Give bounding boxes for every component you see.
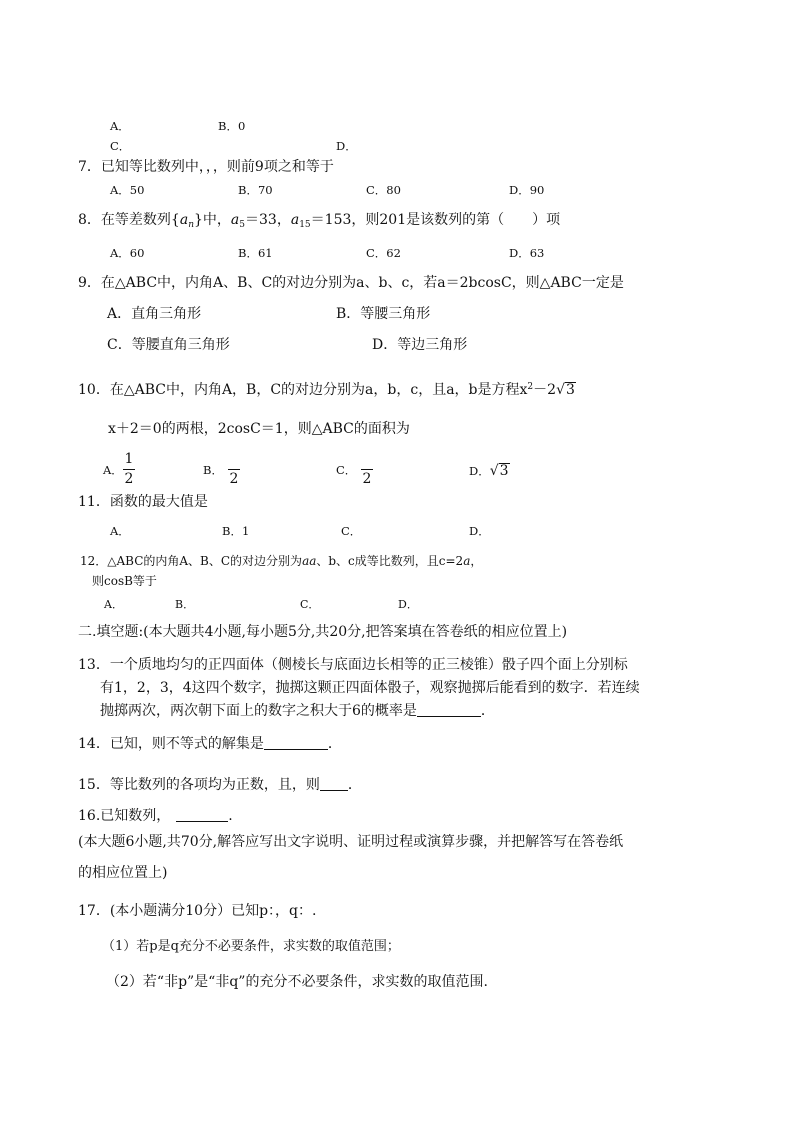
q7-stem: 7．已知等比数列中，，，则前9项之和等于 [78,159,334,175]
q14-tail: ． [327,736,342,752]
q10-option-d-sqrt: √3 [489,463,509,479]
q15-stem: 15．等比数列的各项均为正数，且，则 [78,777,320,793]
q6-option-c: C． [110,139,131,153]
q8-text-b: }中， [194,212,231,228]
q10-option-a-denominator: 2 [124,471,134,487]
q8-a5-sub: 5 [239,220,246,230]
q10-minus-two: －2 [533,382,557,398]
q10-option-d [469,463,510,479]
q7-option-b: B．70 [238,183,273,197]
q8-n: n [188,220,194,230]
q8-option-a: A．60 [110,246,145,260]
section3-line2: 的相应位置上) [78,865,168,881]
q8-a: a [179,212,189,228]
q12-option-d: D． [398,598,418,611]
q9-option-b: B．等腰三角形 [336,306,431,322]
q10-stem-a: 10．在△ABC中，内角A，B，C的对边分别为a，b，c，且a，b是方程x [78,382,528,398]
q13-answer-blank [417,702,481,717]
q10-option-a: A． [103,463,123,477]
q12-option-b: B． [175,598,195,611]
q11-option-c: C． [341,524,362,538]
q10-option-b: B． [203,463,223,477]
q14-line [78,735,342,753]
q8-option-d: D．63 [509,246,545,260]
q9-option-a: A．直角三角形 [107,306,202,322]
section2-title: 二.填空题:(本大题共4小题,每小题5分,共20分,把答案填在答卷纸的相应位置上) [78,624,568,640]
q13-line2: 有1，2，3，4这四个数字，抛掷这颗正四面体骰子，观察抛掷后能看到的数字．若连续 [100,680,640,696]
q6-option-b: B．0 [218,119,246,133]
q9-option-c: C．等腰直角三角形 [107,337,230,353]
q10-stem-line2: x＋2＝0的两根，2cosC＝1，则△ABC的面积为 [108,421,410,437]
q15-tail: ． [347,777,362,793]
q12-stem-a: 12．△ABC的内角A、B、C的对边分别为 [80,554,303,568]
q12-aa: aa [302,554,317,568]
q9-option-d: D．等边三角形 [372,337,468,353]
q8-a5-value: ＝33， [245,212,291,228]
q8-option-c: C．62 [366,246,401,260]
q15-line [78,776,362,794]
q7-option-c: C．80 [366,183,401,197]
q15-answer-blank [320,776,348,791]
q12-a: a [463,554,471,568]
q10-option-b-fraction-bar [228,469,240,470]
q13-tail: ． [480,703,495,719]
q17-stem: 17．(本小题满分10分）已知p：，q：. [78,903,317,919]
q8-stem [78,211,560,234]
section3-line1: (本大题6小题,共70分,解答应写出文字说明、证明过程或演算步骤，并把解答写在答卷纸 [78,834,624,850]
q10-option-c-denominator: 2 [362,471,372,487]
q17-part2: （2）若“非p”是“非q”的充分不必要条件，求实数的取值范围. [106,974,488,990]
q11-option-d: D． [469,524,490,538]
q12-stem-line2: 则cosB等于 [92,574,157,588]
q8-option-b: B．61 [238,246,273,260]
q8-text-a: 在等差数列{ [100,212,180,228]
q17-part1: （1）若p是q充分不必要条件，求实数的取值范围； [102,939,400,954]
q8-a5-letter: a [230,212,240,228]
q14-answer-blank [264,735,328,750]
q10-exponent: 2 [527,382,534,392]
q16-answer-blank [176,807,228,822]
q8-number: 8． [78,212,101,228]
q16-stem: 16.已知数列， [78,808,171,824]
q14-stem: 14．已知，则不等式的解集是 [78,736,264,752]
q13-line3-text: 抛掷两次，两次朝下面上的数字之积大于6的概率是 [100,703,417,719]
q11-stem: 11．函数的最大值是 [78,494,208,510]
q10-stem-line1 [78,378,576,399]
q7-option-d: D．90 [509,183,545,197]
q12-stem-b: 、b、c成等比数列，且c=2 [316,554,464,568]
q13-line3 [100,702,495,720]
q16-tail: . [228,808,233,824]
q10-option-d-label: D． [469,464,490,478]
q12-stem-c: ， [470,554,483,568]
q13-line1: 13．一个质地均匀的正四面体（侧棱长与底面边长相等的正三棱锥）骰子四个面上分别标 [78,657,628,673]
q8-a15-letter: a [290,212,300,228]
q9-stem: 9．在△ABC中，内角A、B、C的对边分别为a、b、c，若a＝2bcosC，则△ABC一定是 [78,275,624,291]
q16-line [78,807,233,825]
q11-option-b: B．1 [222,524,250,538]
q10-option-d-radicand: 3 [499,463,509,479]
q6-option-a: A． [110,119,130,133]
q8-a15-sub: 15 [299,220,311,230]
q10-option-c: C． [336,463,357,477]
q10-option-a-fraction-bar [123,469,135,470]
q10-option-a-numerator: 1 [124,451,134,467]
q8-a15-value: ＝153，则201是该数列的第（ ）项 [310,212,561,228]
q10-sqrt: √3 [556,382,575,398]
q12-option-a: A． [104,598,123,611]
q10-radicand: 3 [566,382,575,398]
q7-option-a: A．50 [110,183,145,197]
q10-option-b-denominator: 2 [229,471,239,487]
q11-option-a: A． [110,524,130,538]
q6-option-d: D． [336,139,357,153]
q12-stem-line1 [80,554,482,569]
q12-option-c: C． [300,598,320,611]
q10-option-c-fraction-bar [361,469,373,470]
